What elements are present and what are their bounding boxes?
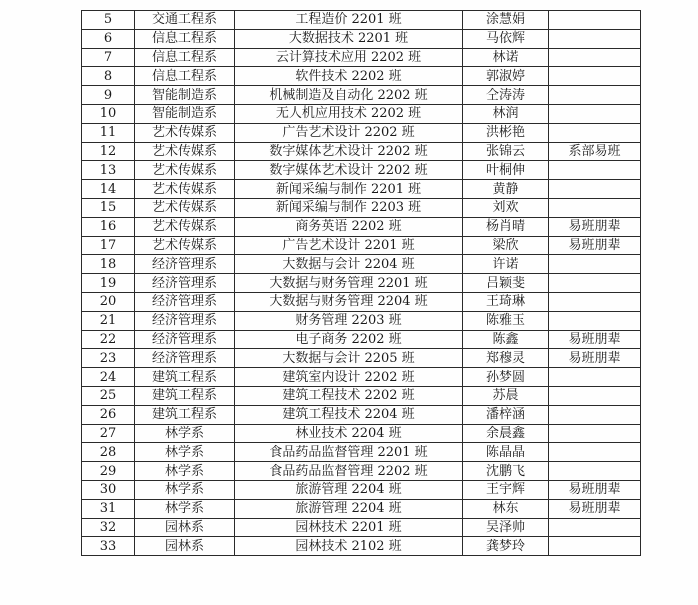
student-name-cell: 刘欢: [463, 198, 549, 217]
roster-body: [82, 11, 641, 556]
department-cell: 经济管理系: [135, 311, 235, 330]
class-cell: 机械制造及自动化 2202 班: [235, 86, 463, 105]
row-number: 22: [82, 330, 135, 349]
student-name-cell: 梁欣: [463, 236, 549, 255]
note-cell: [549, 29, 641, 48]
student-name-cell: 郭淑婷: [463, 67, 549, 86]
table-row: [82, 274, 641, 293]
student-name-cell: 黄静: [463, 180, 549, 199]
row-number: 16: [82, 217, 135, 236]
department-cell: 艺术传媒系: [135, 142, 235, 161]
student-name-cell: 吕颖斐: [463, 274, 549, 293]
class-cell: 广告艺术设计 2202 班: [235, 123, 463, 142]
class-cell: 食品药品监督管理 2202 班: [235, 462, 463, 481]
note-cell: [549, 462, 641, 481]
note-cell: [549, 198, 641, 217]
table-row: [82, 480, 641, 499]
department-cell: 林学系: [135, 443, 235, 462]
department-cell: 艺术传媒系: [135, 198, 235, 217]
class-cell: 大数据与会计 2204 班: [235, 255, 463, 274]
student-name-cell: 龚梦玲: [463, 537, 549, 556]
student-name-cell: 吴泽帅: [463, 518, 549, 537]
table-row: [82, 405, 641, 424]
table-row: [82, 198, 641, 217]
row-number: 10: [82, 104, 135, 123]
class-cell: 旅游管理 2204 班: [235, 499, 463, 518]
department-cell: 经济管理系: [135, 330, 235, 349]
note-cell: [549, 123, 641, 142]
class-cell: 大数据与财务管理 2204 班: [235, 292, 463, 311]
row-number: 9: [82, 86, 135, 105]
class-cell: 园林技术 2102 班: [235, 537, 463, 556]
note-cell: [549, 48, 641, 67]
row-number: 20: [82, 292, 135, 311]
department-cell: 经济管理系: [135, 349, 235, 368]
note-cell: [549, 292, 641, 311]
note-cell: [549, 518, 641, 537]
note-cell: [549, 386, 641, 405]
class-cell: 大数据与会计 2205 班: [235, 349, 463, 368]
row-number: 11: [82, 123, 135, 142]
table-row: [82, 537, 641, 556]
class-cell: 建筑工程技术 2204 班: [235, 405, 463, 424]
student-name-cell: 马依辉: [463, 29, 549, 48]
table-row: [82, 161, 641, 180]
department-cell: 林学系: [135, 424, 235, 443]
class-cell: 大数据与财务管理 2201 班: [235, 274, 463, 293]
table-row: [82, 518, 641, 537]
row-number: 14: [82, 180, 135, 199]
student-name-cell: 许诺: [463, 255, 549, 274]
note-cell: [549, 67, 641, 86]
student-name-cell: 杨肖晴: [463, 217, 549, 236]
row-number: 33: [82, 537, 135, 556]
student-name-cell: 潘梓涵: [463, 405, 549, 424]
table-row: [82, 349, 641, 368]
class-cell: 工程造价 2201 班: [235, 11, 463, 30]
table-row: [82, 236, 641, 255]
row-number: 21: [82, 311, 135, 330]
student-roster-table: [81, 10, 641, 556]
student-name-cell: 沈鹏飞: [463, 462, 549, 481]
department-cell: 艺术传媒系: [135, 217, 235, 236]
department-cell: 智能制造系: [135, 86, 235, 105]
note-cell: [549, 161, 641, 180]
row-number: 7: [82, 48, 135, 67]
department-cell: 园林系: [135, 518, 235, 537]
student-name-cell: 苏晨: [463, 386, 549, 405]
note-cell: [549, 443, 641, 462]
note-cell: 易班朋辈: [549, 330, 641, 349]
department-cell: 艺术传媒系: [135, 161, 235, 180]
row-number: 12: [82, 142, 135, 161]
class-cell: 旅游管理 2204 班: [235, 480, 463, 499]
department-cell: 园林系: [135, 537, 235, 556]
department-cell: 建筑工程系: [135, 386, 235, 405]
row-number: 6: [82, 29, 135, 48]
note-cell: [549, 424, 641, 443]
table-row: [82, 86, 641, 105]
note-cell: [549, 311, 641, 330]
class-cell: 大数据技术 2201 班: [235, 29, 463, 48]
department-cell: 建筑工程系: [135, 405, 235, 424]
note-cell: [549, 368, 641, 387]
note-cell: [549, 537, 641, 556]
class-cell: 财务管理 2203 班: [235, 311, 463, 330]
student-name-cell: 陈晶晶: [463, 443, 549, 462]
student-name-cell: 郑穆灵: [463, 349, 549, 368]
class-cell: 无人机应用技术 2202 班: [235, 104, 463, 123]
table-row: [82, 104, 641, 123]
class-cell: 广告艺术设计 2201 班: [235, 236, 463, 255]
row-number: 24: [82, 368, 135, 387]
table-row: [82, 217, 641, 236]
table-row: [82, 292, 641, 311]
class-cell: 软件技术 2202 班: [235, 67, 463, 86]
student-name-cell: 林润: [463, 104, 549, 123]
row-number: 30: [82, 480, 135, 499]
department-cell: 智能制造系: [135, 104, 235, 123]
row-number: 26: [82, 405, 135, 424]
table-row: [82, 424, 641, 443]
student-name-cell: 仝涛涛: [463, 86, 549, 105]
row-number: 31: [82, 499, 135, 518]
row-number: 29: [82, 462, 135, 481]
row-number: 28: [82, 443, 135, 462]
student-name-cell: 涂慧娟: [463, 11, 549, 30]
department-cell: 艺术传媒系: [135, 236, 235, 255]
note-cell: 易班朋辈: [549, 349, 641, 368]
row-number: 5: [82, 11, 135, 30]
class-cell: 建筑工程技术 2202 班: [235, 386, 463, 405]
note-cell: [549, 180, 641, 199]
department-cell: 建筑工程系: [135, 368, 235, 387]
table-row: [82, 123, 641, 142]
table-row: [82, 368, 641, 387]
table-row: [82, 11, 641, 30]
department-cell: 信息工程系: [135, 48, 235, 67]
note-cell: 易班朋辈: [549, 480, 641, 499]
table-row: [82, 462, 641, 481]
class-cell: 园林技术 2201 班: [235, 518, 463, 537]
student-name-cell: 林诺: [463, 48, 549, 67]
student-name-cell: 林东: [463, 499, 549, 518]
row-number: 18: [82, 255, 135, 274]
note-cell: [549, 104, 641, 123]
table-row: [82, 499, 641, 518]
note-cell: [549, 11, 641, 30]
note-cell: 易班朋辈: [549, 217, 641, 236]
row-number: 19: [82, 274, 135, 293]
table-row: [82, 311, 641, 330]
student-name-cell: 余晨鑫: [463, 424, 549, 443]
table-row: [82, 443, 641, 462]
class-cell: 林业技术 2204 班: [235, 424, 463, 443]
table-row: [82, 386, 641, 405]
department-cell: 经济管理系: [135, 274, 235, 293]
row-number: 25: [82, 386, 135, 405]
department-cell: 林学系: [135, 462, 235, 481]
student-name-cell: 王琦琳: [463, 292, 549, 311]
student-name-cell: 洪彬艳: [463, 123, 549, 142]
class-cell: 新闻采编与制作 2201 班: [235, 180, 463, 199]
note-cell: [549, 86, 641, 105]
student-name-cell: 陈雅玉: [463, 311, 549, 330]
row-number: 27: [82, 424, 135, 443]
class-cell: 食品药品监督管理 2201 班: [235, 443, 463, 462]
table-row: [82, 255, 641, 274]
class-cell: 新闻采编与制作 2203 班: [235, 198, 463, 217]
table-row: [82, 29, 641, 48]
row-number: 32: [82, 518, 135, 537]
student-name-cell: 孙梦圆: [463, 368, 549, 387]
department-cell: 经济管理系: [135, 255, 235, 274]
class-cell: 数字媒体艺术设计 2202 班: [235, 161, 463, 180]
department-cell: 交通工程系: [135, 11, 235, 30]
department-cell: 艺术传媒系: [135, 180, 235, 199]
row-number: 15: [82, 198, 135, 217]
table-row: [82, 48, 641, 67]
department-cell: 经济管理系: [135, 292, 235, 311]
row-number: 8: [82, 67, 135, 86]
table-row: [82, 330, 641, 349]
student-name-cell: 王宇辉: [463, 480, 549, 499]
department-cell: 林学系: [135, 480, 235, 499]
note-cell: 系部易班: [549, 142, 641, 161]
class-cell: 数字媒体艺术设计 2202 班: [235, 142, 463, 161]
row-number: 17: [82, 236, 135, 255]
table-row: [82, 180, 641, 199]
class-cell: 建筑室内设计 2202 班: [235, 368, 463, 387]
department-cell: 林学系: [135, 499, 235, 518]
table-row: [82, 142, 641, 161]
department-cell: 信息工程系: [135, 67, 235, 86]
note-cell: [549, 274, 641, 293]
class-cell: 云计算技术应用 2202 班: [235, 48, 463, 67]
class-cell: 商务英语 2202 班: [235, 217, 463, 236]
row-number: 13: [82, 161, 135, 180]
row-number: 23: [82, 349, 135, 368]
note-cell: 易班朋辈: [549, 236, 641, 255]
department-cell: 艺术传媒系: [135, 123, 235, 142]
note-cell: [549, 255, 641, 274]
table-row: [82, 67, 641, 86]
note-cell: [549, 405, 641, 424]
department-cell: 信息工程系: [135, 29, 235, 48]
student-name-cell: 张锦云: [463, 142, 549, 161]
student-name-cell: 叶桐伸: [463, 161, 549, 180]
note-cell: 易班朋辈: [549, 499, 641, 518]
student-name-cell: 陈鑫: [463, 330, 549, 349]
class-cell: 电子商务 2202 班: [235, 330, 463, 349]
